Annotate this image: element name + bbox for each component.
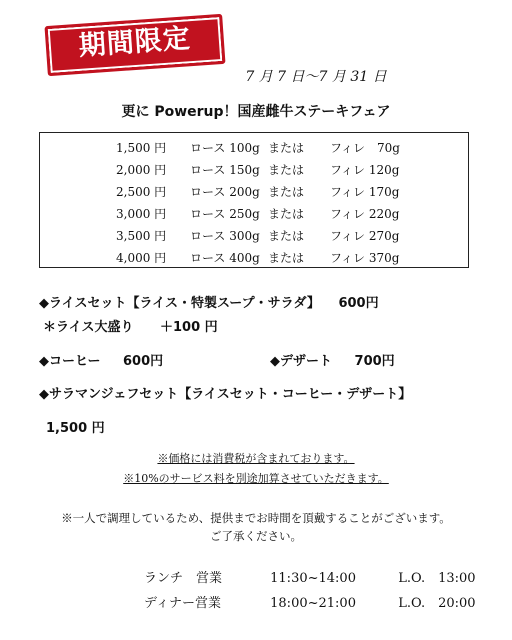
- price-row: [40, 203, 468, 225]
- service-note: [0, 470, 512, 486]
- price-row: [40, 225, 468, 247]
- rice-large-line: [43, 316, 218, 335]
- or-label: または: [268, 185, 305, 199]
- loin-weight: ロース 200g: [190, 185, 260, 199]
- loin-weight: ロース 250g: [190, 207, 260, 221]
- rice-large-label: ＊ライス大盛り: [43, 320, 134, 335]
- fillet-weight: フィレ 220g: [330, 207, 400, 221]
- chef-set-price: 1,500 円: [46, 421, 105, 436]
- lunch-last-order: L.O. 13:00: [398, 571, 476, 586]
- or-label: または: [268, 207, 305, 221]
- price-row: [40, 137, 468, 159]
- tax-note-text: ※価格には消費税が含まれております。: [157, 452, 355, 465]
- fillet-weight: フィレ 70g: [330, 141, 400, 155]
- price: 1,500 円: [116, 141, 167, 155]
- rice-set-price: 600円: [338, 296, 379, 311]
- price: 2,000 円: [116, 163, 167, 177]
- dessert-line: [270, 350, 395, 369]
- fillet-weight: フィレ 270g: [330, 229, 400, 243]
- fair-title: 更に Powerup！国産雌牛ステーキフェア: [121, 104, 391, 120]
- lunch-hours: [144, 567, 476, 586]
- dinner-time: 18:00~21:00: [270, 596, 356, 611]
- rice-large-price: ＋100 円: [160, 320, 218, 335]
- rice-set-label: ◆ライスセット【ライス・特製スープ・サラダ】: [39, 296, 320, 311]
- lunch-time: 11:30~14:00: [270, 571, 356, 586]
- fillet-weight: フィレ 120g: [330, 163, 400, 177]
- fillet-weight: フィレ 170g: [330, 185, 400, 199]
- dessert-label: ◆デザート: [270, 354, 332, 369]
- price-row: [40, 181, 468, 203]
- dinner-hours: [144, 592, 476, 611]
- notice-line-2: ご了承ください。: [210, 529, 302, 543]
- chef-set-line: [39, 383, 411, 402]
- or-label: または: [268, 251, 305, 265]
- or-label: または: [268, 141, 305, 155]
- dessert-price: 700円: [354, 354, 395, 369]
- price: 4,000 円: [116, 251, 167, 265]
- loin-weight: ロース 300g: [190, 229, 260, 243]
- price-table: [39, 132, 469, 268]
- coffee-price: 600円: [123, 354, 164, 369]
- dinner-label: ディナー営業: [144, 596, 221, 611]
- or-label: または: [268, 163, 305, 177]
- price: 2,500 円: [116, 185, 167, 199]
- limited-time-stamp: 期間限定: [44, 14, 225, 76]
- or-label: または: [268, 229, 305, 243]
- notice-line-1: ※一人で調理しているため、提供までお時間を頂戴することがございます。: [61, 511, 451, 525]
- coffee-line: [39, 350, 163, 369]
- service-note-text: ※10%のサービス料を別途加算させていただきます。: [123, 472, 389, 485]
- dinner-last-order: L.O. 20:00: [398, 596, 476, 611]
- price: 3,500 円: [116, 229, 167, 243]
- chef-set-label: ◆サラマンジェフセット【ライスセット・コーヒー・デザート】: [39, 387, 412, 402]
- rice-set-line: [39, 292, 379, 311]
- lunch-label: ランチ 営業: [144, 571, 223, 586]
- loin-weight: ロース 150g: [190, 163, 260, 177]
- loin-weight: ロース 100g: [190, 141, 260, 155]
- campaign-period: 7 月 7 日〜7 月 31 日: [245, 69, 387, 85]
- fillet-weight: フィレ 370g: [330, 251, 400, 265]
- coffee-label: ◆コーヒー: [39, 354, 101, 369]
- price: 3,000 円: [116, 207, 167, 221]
- price-row: [40, 247, 468, 269]
- loin-weight: ロース 400g: [190, 251, 260, 265]
- tax-note: [0, 450, 512, 466]
- price-row: [40, 159, 468, 181]
